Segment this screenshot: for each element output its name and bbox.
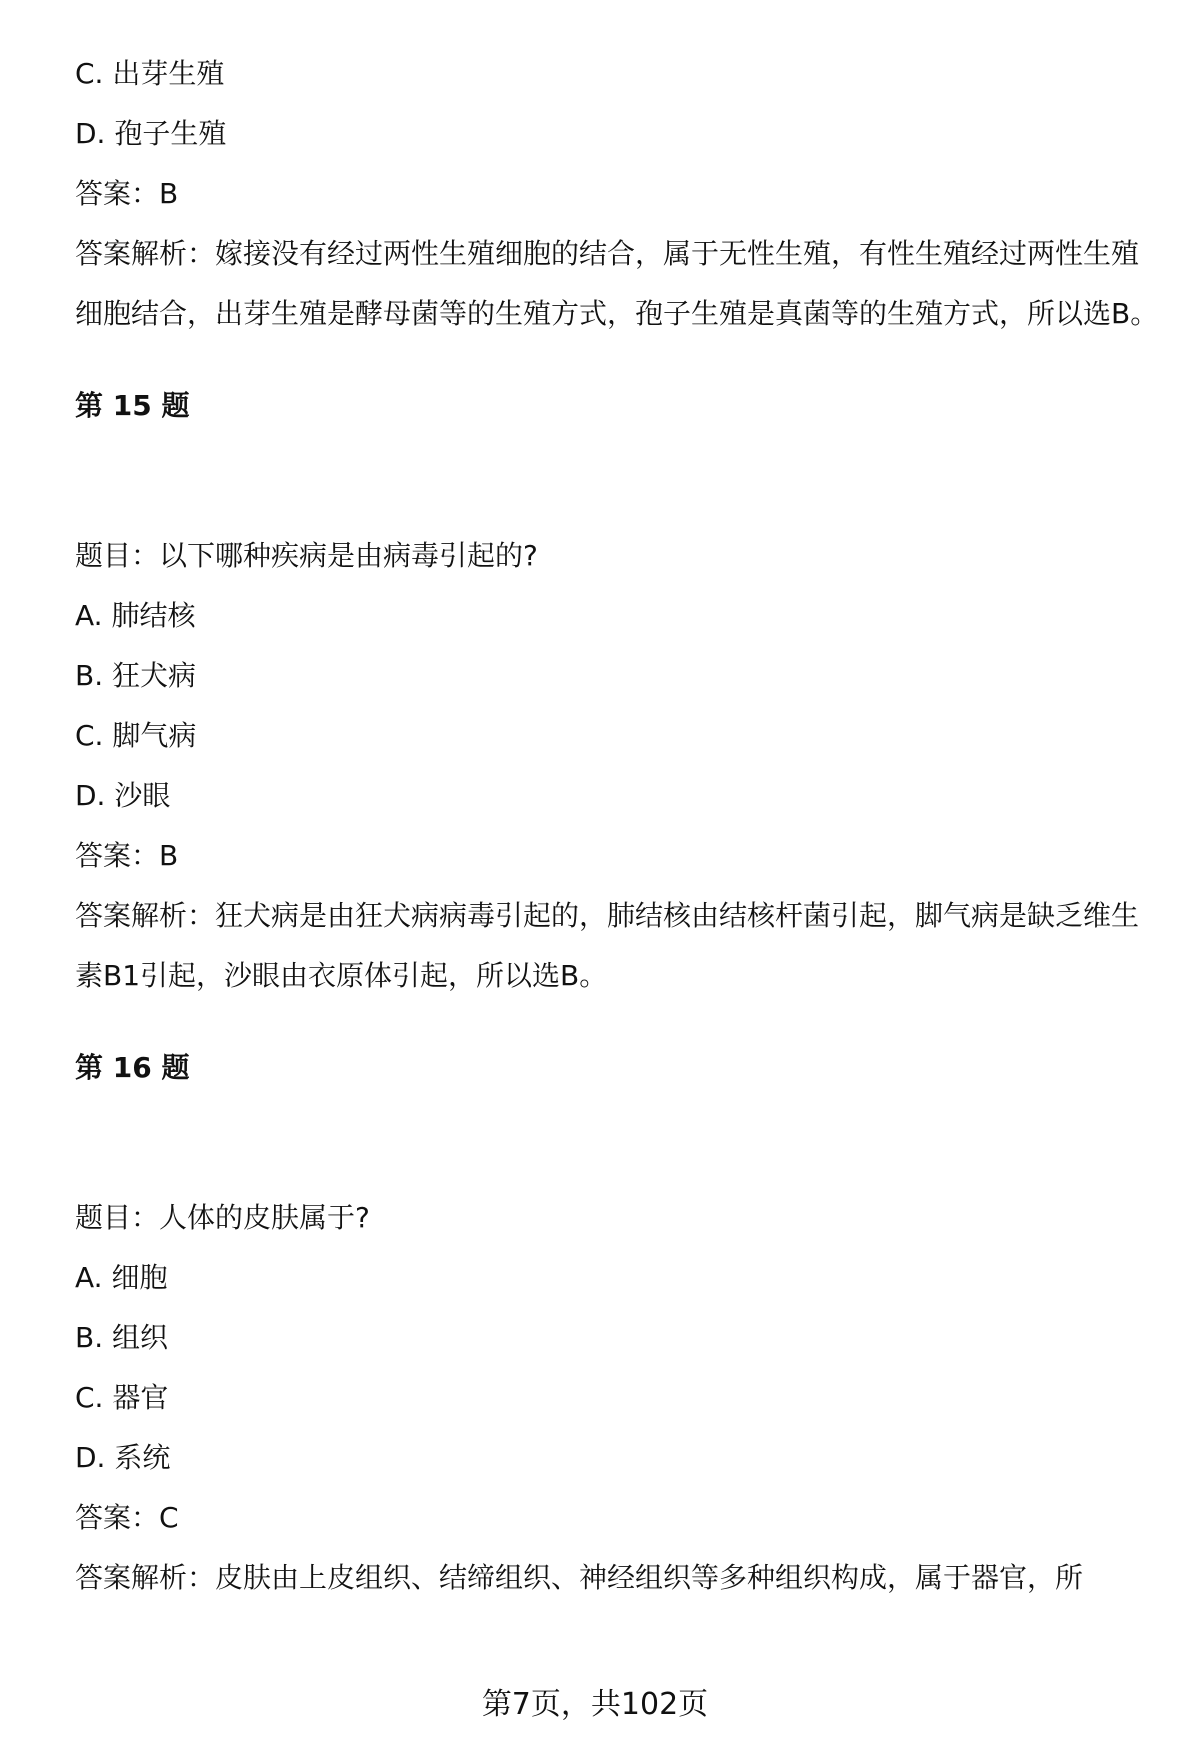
option-d: D. 沙眼	[75, 779, 171, 812]
option-a: A. 细胞	[75, 1261, 168, 1294]
question-16-heading: 第 16 题	[75, 1051, 190, 1084]
option-c: C. 出芽生殖	[75, 57, 225, 90]
question-15-heading: 第 15 题	[75, 389, 190, 422]
answer: 答案：C	[75, 1501, 179, 1534]
option-d: D. 系统	[75, 1441, 171, 1474]
question-prompt: 题目：以下哪种疾病是由病毒引起的?	[75, 539, 538, 572]
option-b: B. 狂犬病	[75, 659, 197, 692]
option-b: B. 组织	[75, 1321, 169, 1354]
option-c: C. 器官	[75, 1381, 169, 1414]
question-15	[75, 526, 1165, 1006]
answer: 答案：B	[75, 177, 179, 210]
question-prompt: 题目：人体的皮肤属于?	[75, 1201, 370, 1234]
answer: 答案：B	[75, 839, 179, 872]
option-d: D. 孢子生殖	[75, 117, 227, 150]
page-content	[75, 44, 1165, 1608]
answer-explanation: 答案解析：皮肤由上皮组织、结缔组织、神经组织等多种组织构成，属于器官，所	[75, 1561, 1084, 1594]
page-number-footer: 第7页，共102页	[481, 1687, 709, 1722]
answer-explanation: 答案解析：狂犬病是由狂犬病病毒引起的，肺结核由结核杆菌引起，脚气病是缺乏维生素B1引起，沙眼由衣原体引起，所以选B。	[75, 899, 1140, 992]
option-c: C. 脚气病	[75, 719, 197, 752]
option-a: A. 肺结核	[75, 599, 196, 632]
answer-explanation: 答案解析：嫁接没有经过两性生殖细胞的结合，属于无性生殖，有性生殖经过两性生殖细胞结合，出芽生殖是酵母菌等的生殖方式，孢子生殖是真菌等的生殖方式，所以选B。	[75, 237, 1159, 330]
question-16	[75, 1188, 1165, 1608]
question-14-continued	[75, 44, 1165, 344]
